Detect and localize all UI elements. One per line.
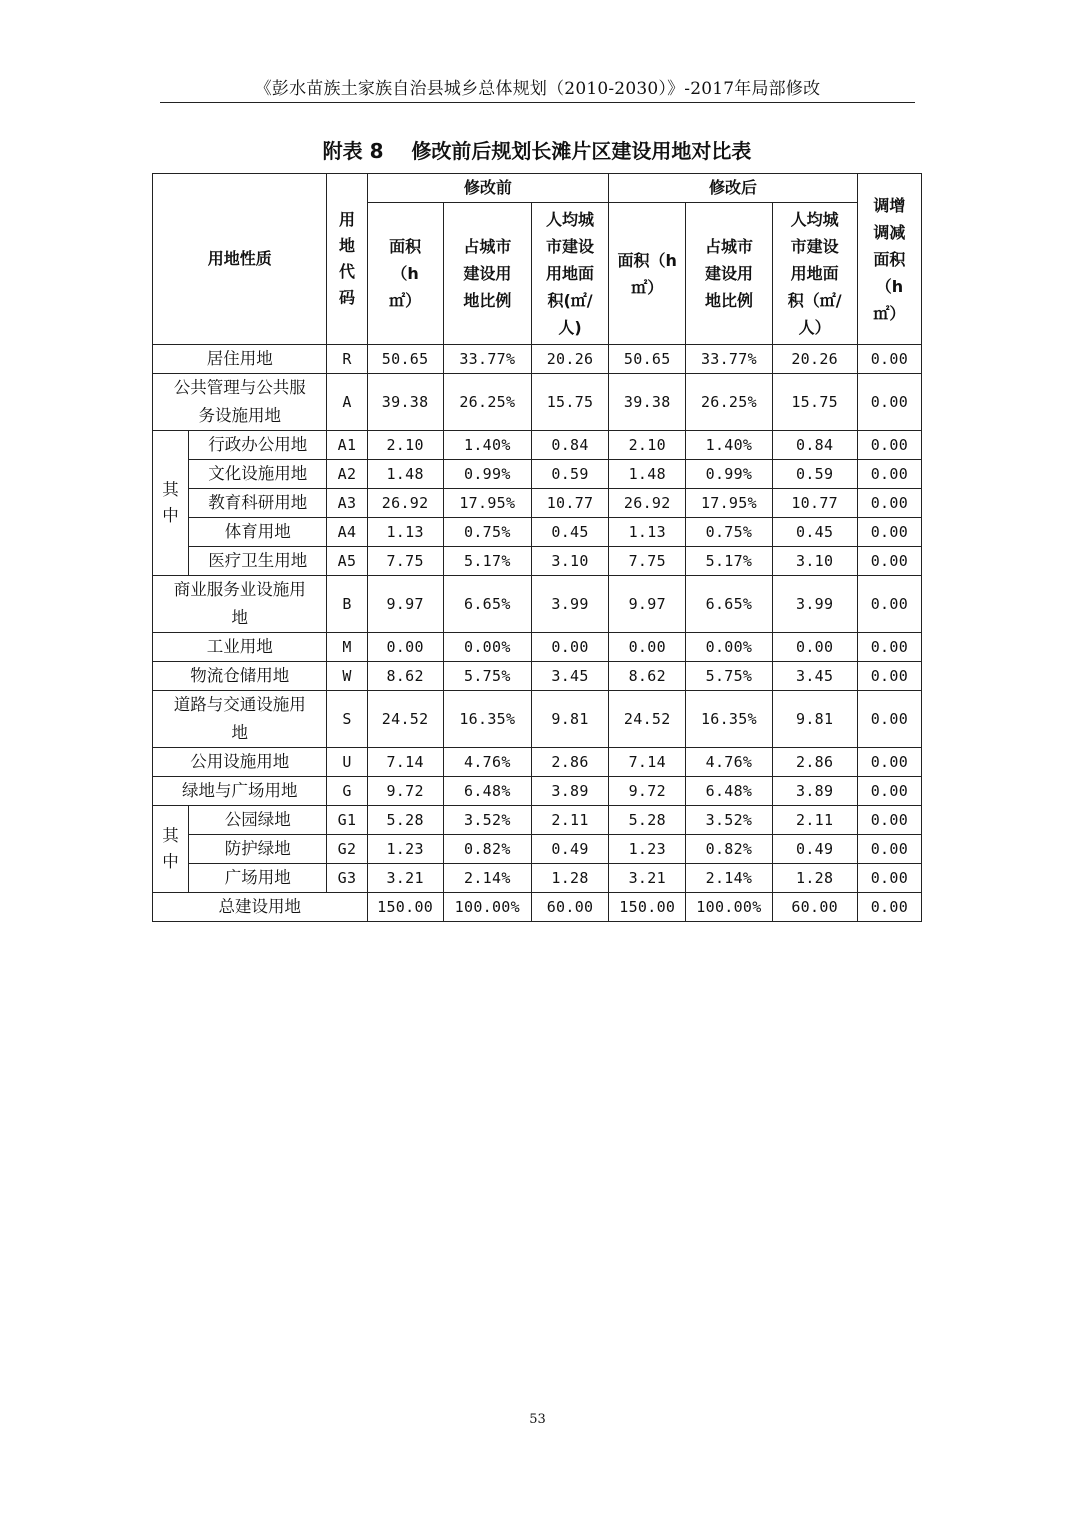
land-type-name: 居住用地	[153, 345, 327, 374]
adjust-area: 0.00	[857, 518, 921, 547]
document-header: 《彭水苗族土家族自治县城乡总体规划（2010-2030）》-2017年局部修改	[254, 79, 821, 99]
table-row	[153, 662, 922, 691]
before-ratio: 6.48%	[443, 777, 531, 806]
before-ratio: 0.75%	[443, 518, 531, 547]
land-type-name: 道路与交通设施用 地	[153, 691, 327, 748]
before-area: 3.21	[367, 864, 443, 893]
after-ratio: 6.48%	[686, 777, 772, 806]
land-code: S	[327, 691, 367, 748]
land-type-name: 行政办公用地	[189, 431, 327, 460]
before-per-capita: 1.28	[531, 864, 608, 893]
adjust-area: 0.00	[857, 489, 921, 518]
land-type-name: 总建设用地	[153, 893, 368, 922]
after-ratio: 3.52%	[686, 806, 772, 835]
before-ratio: 2.14%	[443, 864, 531, 893]
before-per-capita: 3.45	[531, 662, 608, 691]
land-code: W	[327, 662, 367, 691]
subcategory-label: 其 中	[153, 806, 189, 893]
before-per-capita: 2.86	[531, 748, 608, 777]
before-per-capita: 2.11	[531, 806, 608, 835]
before-area: 9.72	[367, 777, 443, 806]
after-ratio: 2.14%	[686, 864, 772, 893]
adjust-area: 0.00	[857, 547, 921, 576]
table-row	[153, 460, 922, 489]
land-code: B	[327, 576, 367, 633]
after-area: 1.48	[609, 460, 686, 489]
table-row	[153, 547, 922, 576]
after-area: 7.14	[609, 748, 686, 777]
before-area: 5.28	[367, 806, 443, 835]
subcategory-label: 其 中	[153, 431, 189, 576]
table-row	[153, 374, 922, 431]
before-area: 150.00	[367, 893, 443, 922]
before-per-capita: 15.75	[531, 374, 608, 431]
header-code: 用 地 代 码	[327, 174, 367, 345]
after-ratio: 0.82%	[686, 835, 772, 864]
table-row	[153, 691, 922, 748]
adjust-area: 0.00	[857, 345, 921, 374]
land-code: A4	[327, 518, 367, 547]
after-area: 9.72	[609, 777, 686, 806]
after-ratio: 0.75%	[686, 518, 772, 547]
after-ratio: 5.75%	[686, 662, 772, 691]
before-area: 39.38	[367, 374, 443, 431]
land-type-name: 工业用地	[153, 633, 327, 662]
land-type-name: 公共管理与公共服 务设施用地	[153, 374, 327, 431]
header-land-type: 用地性质	[153, 174, 327, 345]
before-area: 50.65	[367, 345, 443, 374]
after-ratio: 17.95%	[686, 489, 772, 518]
after-per-capita: 3.89	[772, 777, 857, 806]
before-per-capita: 0.84	[531, 431, 608, 460]
after-ratio: 100.00%	[686, 893, 772, 922]
land-type-name: 绿地与广场用地	[153, 777, 327, 806]
before-ratio: 100.00%	[443, 893, 531, 922]
adjust-area: 0.00	[857, 662, 921, 691]
land-code: A3	[327, 489, 367, 518]
land-type-name: 教育科研用地	[189, 489, 327, 518]
after-area: 1.23	[609, 835, 686, 864]
after-area: 9.97	[609, 576, 686, 633]
after-area: 7.75	[609, 547, 686, 576]
before-per-capita: 60.00	[531, 893, 608, 922]
after-ratio: 5.17%	[686, 547, 772, 576]
land-type-name: 文化设施用地	[189, 460, 327, 489]
after-per-capita: 0.45	[772, 518, 857, 547]
table-row	[153, 345, 922, 374]
land-type-name: 公用设施用地	[153, 748, 327, 777]
land-code: G	[327, 777, 367, 806]
land-code: U	[327, 748, 367, 777]
land-code: G3	[327, 864, 367, 893]
header-divider	[160, 102, 915, 103]
table-row	[153, 431, 922, 460]
after-per-capita: 2.86	[772, 748, 857, 777]
land-type-name: 广场用地	[189, 864, 327, 893]
after-per-capita: 0.84	[772, 431, 857, 460]
header-before: 修改前	[367, 174, 609, 203]
land-type-name: 体育用地	[189, 518, 327, 547]
before-ratio: 0.99%	[443, 460, 531, 489]
page-number: 53	[529, 1412, 546, 1427]
land-type-name: 医疗卫生用地	[189, 547, 327, 576]
table-row	[153, 777, 922, 806]
header-adjust-area: 调增 调减 面积 （h ㎡）	[857, 174, 921, 345]
after-per-capita: 60.00	[772, 893, 857, 922]
after-ratio: 0.00%	[686, 633, 772, 662]
land-code: G2	[327, 835, 367, 864]
header-after-area: 面积（h ㎡）	[609, 203, 686, 345]
after-per-capita: 0.59	[772, 460, 857, 489]
table-row	[153, 864, 922, 893]
before-ratio: 0.82%	[443, 835, 531, 864]
before-ratio: 5.17%	[443, 547, 531, 576]
before-per-capita: 3.89	[531, 777, 608, 806]
header-before-ratio: 占城市 建设用 地比例	[443, 203, 531, 345]
before-per-capita: 3.99	[531, 576, 608, 633]
before-per-capita: 9.81	[531, 691, 608, 748]
header-before-per-capita: 人均城 市建设 用地面 积(㎡/ 人)	[531, 203, 608, 345]
land-code: A1	[327, 431, 367, 460]
header-after: 修改后	[609, 174, 858, 203]
after-area: 3.21	[609, 864, 686, 893]
table-row	[153, 489, 922, 518]
header-after-ratio: 占城市 建设用 地比例	[686, 203, 772, 345]
before-per-capita: 0.45	[531, 518, 608, 547]
after-area: 26.92	[609, 489, 686, 518]
adjust-area: 0.00	[857, 691, 921, 748]
after-ratio: 6.65%	[686, 576, 772, 633]
before-ratio: 0.00%	[443, 633, 531, 662]
adjust-area: 0.00	[857, 748, 921, 777]
before-area: 0.00	[367, 633, 443, 662]
after-per-capita: 3.45	[772, 662, 857, 691]
after-per-capita: 15.75	[772, 374, 857, 431]
before-ratio: 4.76%	[443, 748, 531, 777]
after-area: 5.28	[609, 806, 686, 835]
land-code: R	[327, 345, 367, 374]
before-ratio: 6.65%	[443, 576, 531, 633]
table-row-total	[153, 893, 922, 922]
adjust-area: 0.00	[857, 835, 921, 864]
before-area: 1.48	[367, 460, 443, 489]
before-area: 9.97	[367, 576, 443, 633]
before-area: 8.62	[367, 662, 443, 691]
land-type-name: 公园绿地	[189, 806, 327, 835]
table-row	[153, 835, 922, 864]
land-code: A2	[327, 460, 367, 489]
before-ratio: 33.77%	[443, 345, 531, 374]
header-after-per-capita: 人均城 市建设 用地面 积（㎡/ 人）	[772, 203, 857, 345]
before-per-capita: 0.00	[531, 633, 608, 662]
land-use-comparison-table	[152, 173, 922, 922]
adjust-area: 0.00	[857, 777, 921, 806]
after-area: 24.52	[609, 691, 686, 748]
adjust-area: 0.00	[857, 431, 921, 460]
adjust-area: 0.00	[857, 864, 921, 893]
after-area: 50.65	[609, 345, 686, 374]
before-ratio: 1.40%	[443, 431, 531, 460]
table-row	[153, 748, 922, 777]
after-per-capita: 0.00	[772, 633, 857, 662]
adjust-area: 0.00	[857, 374, 921, 431]
before-area: 7.14	[367, 748, 443, 777]
after-per-capita: 9.81	[772, 691, 857, 748]
adjust-area: 0.00	[857, 576, 921, 633]
before-area: 1.23	[367, 835, 443, 864]
land-code: G1	[327, 806, 367, 835]
before-area: 26.92	[367, 489, 443, 518]
land-code: A	[327, 374, 367, 431]
after-area: 2.10	[609, 431, 686, 460]
after-per-capita: 10.77	[772, 489, 857, 518]
land-code: M	[327, 633, 367, 662]
before-area: 24.52	[367, 691, 443, 748]
after-area: 150.00	[609, 893, 686, 922]
after-per-capita: 1.28	[772, 864, 857, 893]
table-title: 附表 8 修改前后规划长滩片区建设用地对比表	[322, 139, 752, 163]
after-ratio: 33.77%	[686, 345, 772, 374]
adjust-area: 0.00	[857, 806, 921, 835]
before-ratio: 5.75%	[443, 662, 531, 691]
before-ratio: 3.52%	[443, 806, 531, 835]
after-per-capita: 3.99	[772, 576, 857, 633]
land-type-name: 防护绿地	[189, 835, 327, 864]
before-ratio: 26.25%	[443, 374, 531, 431]
after-per-capita: 2.11	[772, 806, 857, 835]
before-ratio: 16.35%	[443, 691, 531, 748]
after-ratio: 16.35%	[686, 691, 772, 748]
before-area: 1.13	[367, 518, 443, 547]
before-ratio: 17.95%	[443, 489, 531, 518]
after-per-capita: 20.26	[772, 345, 857, 374]
after-area: 39.38	[609, 374, 686, 431]
adjust-area: 0.00	[857, 893, 921, 922]
adjust-area: 0.00	[857, 460, 921, 489]
after-ratio: 26.25%	[686, 374, 772, 431]
before-per-capita: 10.77	[531, 489, 608, 518]
header-before-area: 面积 （h ㎡）	[367, 203, 443, 345]
table-row	[153, 633, 922, 662]
after-area: 1.13	[609, 518, 686, 547]
table-row	[153, 576, 922, 633]
land-type-name: 商业服务业设施用 地	[153, 576, 327, 633]
after-area: 8.62	[609, 662, 686, 691]
after-area: 0.00	[609, 633, 686, 662]
land-code: A5	[327, 547, 367, 576]
after-per-capita: 0.49	[772, 835, 857, 864]
before-per-capita: 3.10	[531, 547, 608, 576]
adjust-area: 0.00	[857, 633, 921, 662]
before-per-capita: 20.26	[531, 345, 608, 374]
after-ratio: 4.76%	[686, 748, 772, 777]
after-per-capita: 3.10	[772, 547, 857, 576]
before-per-capita: 0.59	[531, 460, 608, 489]
table-row	[153, 518, 922, 547]
before-per-capita: 0.49	[531, 835, 608, 864]
after-ratio: 0.99%	[686, 460, 772, 489]
before-area: 7.75	[367, 547, 443, 576]
before-area: 2.10	[367, 431, 443, 460]
after-ratio: 1.40%	[686, 431, 772, 460]
land-type-name: 物流仓储用地	[153, 662, 327, 691]
table-row	[153, 806, 922, 835]
